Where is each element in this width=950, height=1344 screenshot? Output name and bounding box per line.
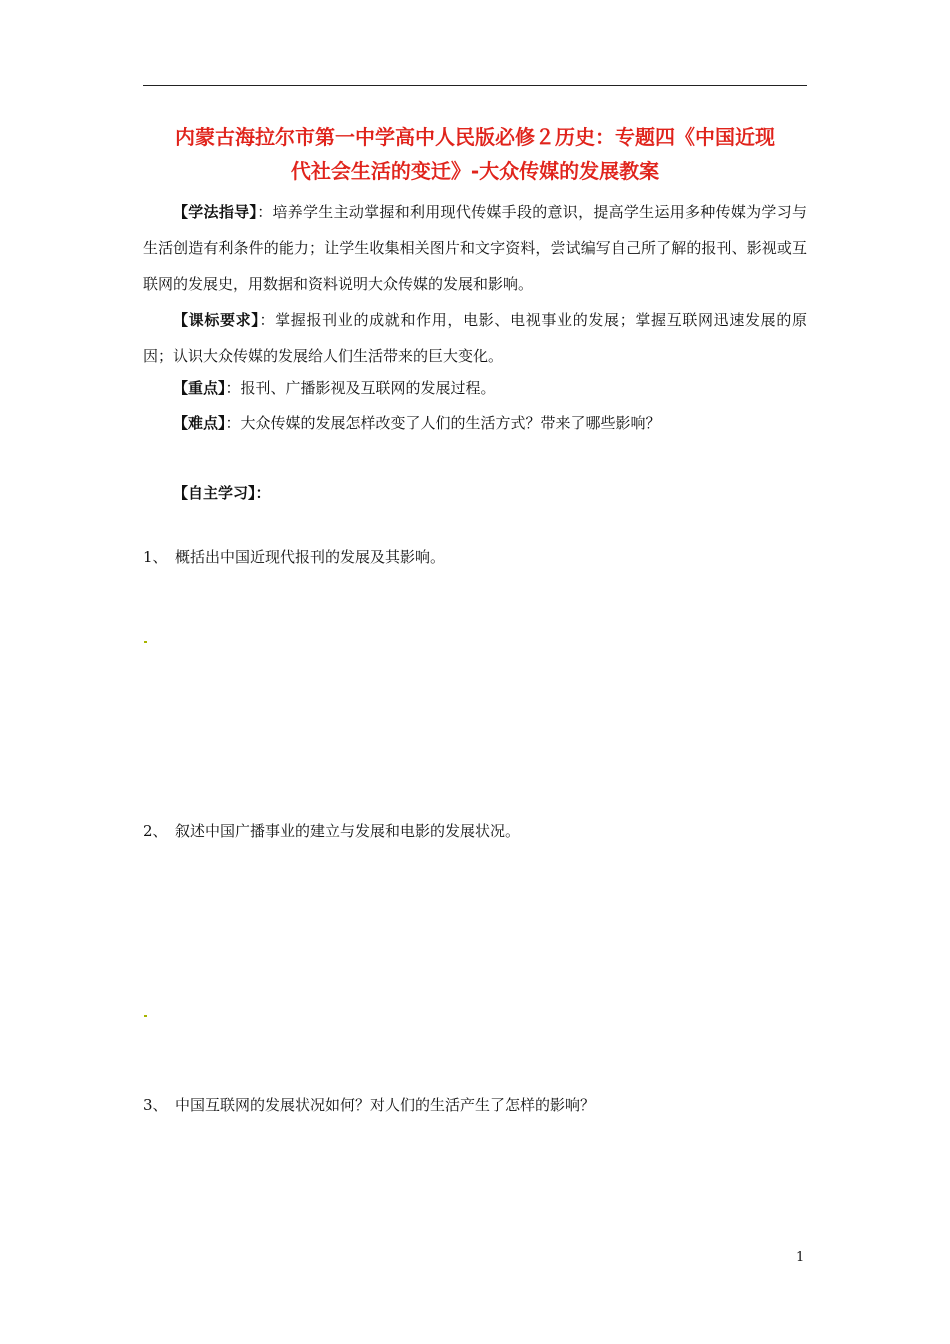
question-3 (143, 1093, 807, 1117)
difficulty-line (143, 411, 807, 435)
scan-speck (144, 1015, 147, 1017)
question-2-text: 叙述中国广播事业的建立与发展和电影的发展状况。 (175, 822, 521, 840)
key-point-text: ：报刊、广播影视及互联网的发展过程。 (225, 379, 496, 397)
header-rule (143, 85, 807, 86)
question-1-text: 概括出中国近现代报刊的发展及其影响。 (175, 548, 446, 566)
title-line-1: 内蒙古海拉尔市第一中学高中人民版必修２历史：专题四《中国近现 (175, 125, 775, 149)
method-guide-text: ：培养学生主动掌握和利用现代传媒手段的意识，提高学生运用多种传媒为学习与生活创造有利条件的能力；让学生收集相关图片和文字资料，尝试编写自己所了解的报刊、影视或互联网的发展史，用数据和资料说明大众传媒的发展和影响。 (143, 203, 807, 293)
question-1 (143, 545, 807, 569)
question-1-number: 1、 (143, 548, 168, 566)
curriculum-label: 【课标要求】 (173, 311, 260, 329)
self-study-suffix: ： (255, 484, 271, 502)
title-line-2: 代社会生活的变迁》-大众传媒的发展教案 (290, 159, 660, 183)
curriculum-paragraph (143, 302, 807, 374)
question-3-text: 中国互联网的发展状况如何？对人们的生活产生了怎样的影响？ (175, 1096, 596, 1114)
difficulty-label: 【难点】 (173, 414, 226, 432)
document-title (143, 120, 807, 188)
key-point-line (143, 376, 807, 400)
method-guide-paragraph (143, 194, 807, 302)
scan-speck (144, 641, 147, 643)
difficulty-text: ：大众传媒的发展怎样改变了人们的生活方式？带来了哪些影响？ (225, 414, 661, 432)
question-2-number: 2、 (143, 822, 168, 840)
question-2 (143, 819, 807, 843)
question-3-number: 3、 (143, 1096, 168, 1114)
method-guide-label: 【学法指导】 (173, 203, 258, 221)
page-number: 1 (796, 1250, 805, 1265)
self-study-label: 【自主学习】 (173, 484, 256, 502)
self-study-heading (143, 481, 807, 505)
curriculum-text: ：掌握报刊业的成就和作用，电影、电视事业的发展；掌握互联网迅速发展的原因；认识大众传媒的发展给人们生活带来的巨大变化。 (143, 311, 807, 365)
key-point-label: 【重点】 (173, 379, 226, 397)
